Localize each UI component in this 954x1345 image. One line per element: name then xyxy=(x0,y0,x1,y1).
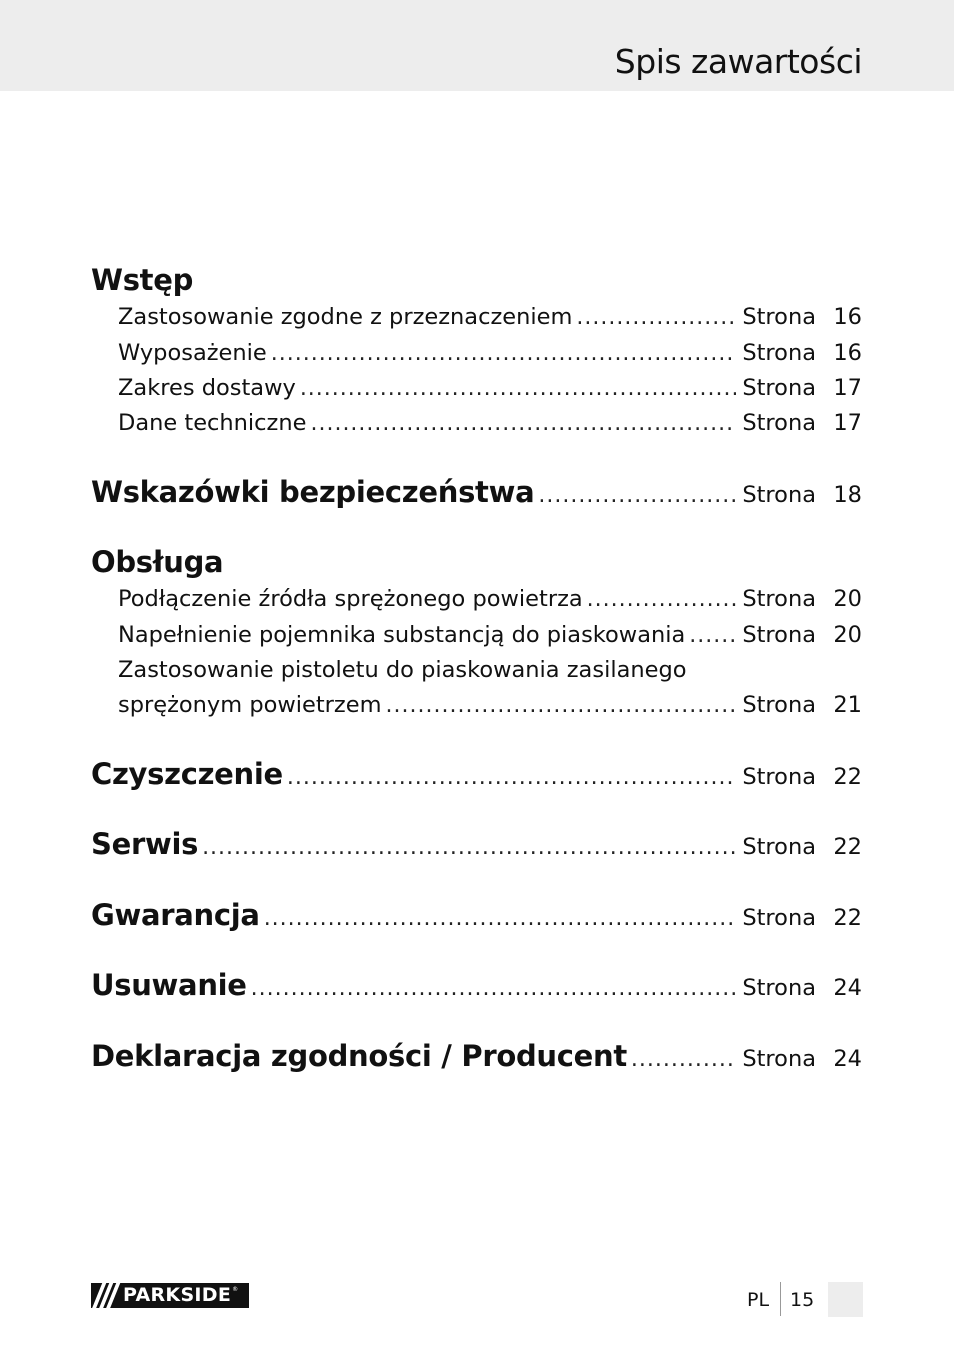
dot-leader xyxy=(251,969,737,1009)
dot-leader xyxy=(287,758,736,798)
toc-entry-page: 20 xyxy=(833,586,862,612)
toc-entry-zastosowanie-pistoletu-line1[interactable] xyxy=(118,653,687,687)
toc-entry-page: 24 xyxy=(833,975,862,1001)
toc-entry-strona: Strona xyxy=(742,586,816,612)
toc-entry-label: Zastosowanie zgodne z przeznaczeniem xyxy=(118,304,573,330)
page-number: 15 xyxy=(790,1289,815,1311)
toc-entry-zastosowanie-pistoletu[interactable] xyxy=(118,688,862,723)
toc-entry-strona: Strona xyxy=(742,482,816,508)
toc-entry-wskazowki[interactable] xyxy=(91,472,862,516)
toc-entry-page: 22 xyxy=(833,764,862,790)
toc-entry-deklaracja[interactable] xyxy=(91,1036,862,1080)
toc-entry-label: Zastosowanie pistoletu do piaskowania zasilanego xyxy=(118,657,687,683)
footer-tab-marker xyxy=(828,1282,863,1317)
dot-leader xyxy=(587,583,737,617)
toc-entry-label: Podłączenie źródła sprężonego powietrza xyxy=(118,586,583,612)
toc-entry-dane-techniczne[interactable] xyxy=(118,406,862,441)
section-title-gwarancja: Gwarancja xyxy=(91,898,260,932)
toc-entry-label: Wyposażenie xyxy=(118,340,267,366)
section-title-wskazowki: Wskazówki bezpieczeństwa xyxy=(91,475,535,509)
toc-entry-strona: Strona xyxy=(742,975,816,1001)
toc-entry-page: 16 xyxy=(833,340,862,366)
toc-entry-page: 18 xyxy=(833,482,862,508)
footer-divider xyxy=(780,1282,781,1316)
toc-entry-page: 17 xyxy=(833,375,862,401)
toc-entry-zastosowanie[interactable] xyxy=(118,300,862,335)
dot-leader xyxy=(631,1040,736,1080)
dot-leader xyxy=(310,407,736,441)
dot-leader xyxy=(271,337,737,371)
dot-leader xyxy=(300,372,737,406)
toc-entry-page: 22 xyxy=(833,834,862,860)
toc-entry-strona: Strona xyxy=(742,340,816,366)
toc-entry-page: 16 xyxy=(833,304,862,330)
toc-entry-page: 17 xyxy=(833,410,862,436)
section-title-wstep: Wstęp xyxy=(91,263,194,297)
toc-entry-napelnienie[interactable] xyxy=(118,618,862,653)
toc-entry-usuwanie[interactable] xyxy=(91,965,862,1009)
dot-leader xyxy=(576,301,736,335)
toc-entry-page: 21 xyxy=(833,692,862,718)
dot-leader xyxy=(538,476,736,516)
toc-entry-strona: Strona xyxy=(742,905,816,931)
section-title-usuwanie: Usuwanie xyxy=(91,968,247,1002)
dot-leader xyxy=(202,828,736,868)
toc-entry-serwis[interactable] xyxy=(91,824,862,868)
dot-leader xyxy=(386,689,737,723)
toc-entry-strona: Strona xyxy=(742,622,816,648)
toc-entry-label: Dane techniczne xyxy=(118,410,307,436)
toc-entry-strona: Strona xyxy=(742,692,816,718)
toc-entry-podlaczenie[interactable] xyxy=(118,582,862,617)
toc-entry-label: sprężonym powietrzem xyxy=(118,692,382,718)
toc-entry-czyszczenie[interactable] xyxy=(91,754,862,798)
section-title-obsluga: Obsługa xyxy=(91,545,224,579)
toc-entry-page: 24 xyxy=(833,1046,862,1072)
toc-entry-strona: Strona xyxy=(742,304,816,330)
toc-entry-wyposazenie[interactable] xyxy=(118,336,862,371)
toc-entry-strona: Strona xyxy=(742,834,816,860)
section-title-deklaracja: Deklaracja zgodności / Producent xyxy=(91,1039,627,1073)
page-title: Spis zawartości xyxy=(614,42,862,81)
section-title-serwis: Serwis xyxy=(91,827,199,861)
toc-entry-page: 20 xyxy=(833,622,862,648)
toc-entry-strona: Strona xyxy=(742,764,816,790)
toc-entry-strona: Strona xyxy=(742,410,816,436)
toc-entry-zakres-dostawy[interactable] xyxy=(118,371,862,406)
toc-entry-strona: Strona xyxy=(742,1046,816,1072)
logo-registered-mark: ® xyxy=(232,1286,239,1293)
section-title-czyszczenie: Czyszczenie xyxy=(91,757,283,791)
dot-leader xyxy=(689,619,736,653)
language-code: PL xyxy=(747,1289,770,1311)
toc-entry-label: Napełnienie pojemnika substancją do piaskowania xyxy=(118,622,686,648)
toc-entry-page: 22 xyxy=(833,905,862,931)
toc-entry-label: Zakres dostawy xyxy=(118,375,296,401)
logo-stripes-icon xyxy=(91,1283,123,1308)
toc-entry-gwarancja[interactable] xyxy=(91,895,862,939)
parkside-logo xyxy=(91,1283,249,1308)
logo-text: PARKSIDE xyxy=(123,1284,232,1306)
toc-entry-strona: Strona xyxy=(742,375,816,401)
dot-leader xyxy=(264,899,737,939)
